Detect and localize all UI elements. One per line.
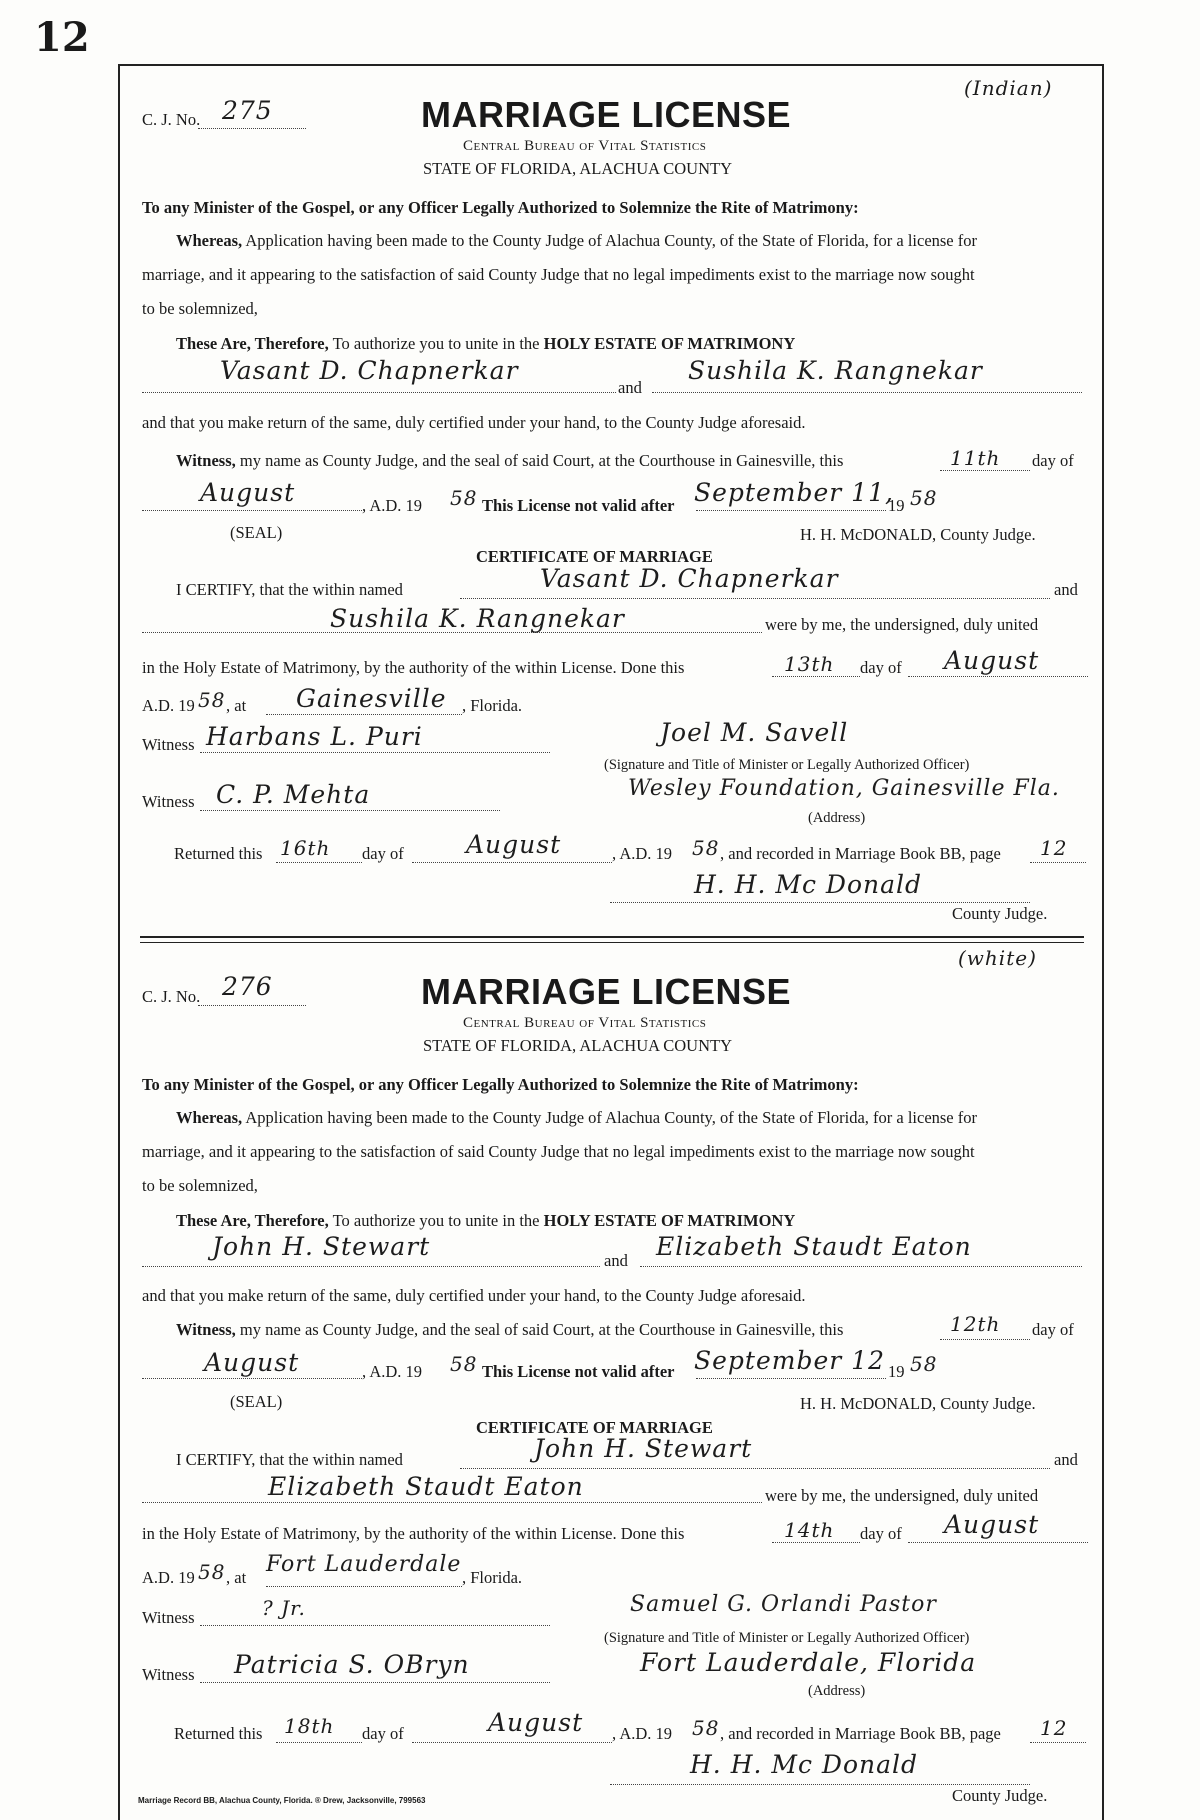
certificate-title: CERTIFICATE OF MARRIAGE bbox=[476, 1418, 713, 1437]
issue-year: 58 bbox=[450, 486, 478, 510]
returned-day-of: day of bbox=[362, 844, 404, 863]
address-line: To any Minister of the Gospel, or any Officer Legally Authorized to Solemnize the Rite of Matrimony: bbox=[142, 198, 859, 217]
state-line: STATE OF FLORIDA, ALACHUA COUNTY bbox=[423, 1036, 732, 1055]
florida-label: , Florida. bbox=[462, 1568, 523, 1587]
address-caption: (Address) bbox=[808, 810, 866, 826]
cert-groom: John H. Stewart bbox=[534, 1434, 753, 1463]
whereas-line-2: marriage, and it appearing to the satisfaction of said County Judge that no legal impediments exist to the marriage now sought bbox=[142, 265, 975, 284]
license-title: MARRIAGE LICENSE bbox=[421, 971, 792, 1012]
officer-caption: (Signature and Title of Minister or Legally Authorized Officer) bbox=[604, 1630, 970, 1646]
returned-year: 58 bbox=[692, 1716, 720, 1740]
cert-groom: Vasant D. Chapnerkar bbox=[540, 564, 839, 593]
expiry-date: September 12 bbox=[694, 1346, 885, 1375]
done-day: 14th bbox=[784, 1518, 835, 1542]
page-number: 12 bbox=[34, 14, 90, 61]
footer-imprint: Marriage Record BB, Alachua County, Florida. ® Drew, Jacksonville, 799563 bbox=[138, 1796, 426, 1805]
county-judge: County Judge. bbox=[952, 904, 1048, 923]
done-month: August bbox=[944, 646, 1040, 675]
not-valid-label: This License not valid after bbox=[482, 496, 675, 515]
whereas-line-3: to be solemnized, bbox=[142, 1176, 258, 1195]
witness2-signature: Patricia S. OBryn bbox=[234, 1650, 470, 1679]
issue-month: August bbox=[200, 478, 296, 507]
ad-label: , A.D. 19 bbox=[362, 496, 423, 515]
witness1-label: Witness bbox=[142, 735, 195, 754]
marriage-place: Gainesville bbox=[296, 684, 447, 713]
officer-address: Wesley Foundation, Gainesville Fla. bbox=[628, 776, 1060, 801]
witness-line: Witness, my name as County Judge, and the seal of said Court, at the Courthouse in Gainesville, this bbox=[176, 1320, 844, 1339]
cj-label: C. J. No. bbox=[142, 110, 201, 129]
section-divider bbox=[140, 936, 1084, 943]
expiry-date: September 11, bbox=[694, 478, 894, 507]
ad-label: , A.D. 19 bbox=[362, 1362, 423, 1381]
officer-caption: (Signature and Title of Minister or Legally Authorized Officer) bbox=[604, 757, 970, 773]
record-page: 12 bbox=[1040, 836, 1068, 860]
returned-day: 18th bbox=[284, 1714, 335, 1738]
and-word: and bbox=[604, 1251, 628, 1270]
done-month: August bbox=[944, 1510, 1040, 1539]
record-page: 12 bbox=[1040, 1716, 1068, 1740]
done-year: 58 bbox=[198, 1560, 226, 1584]
return-line: and that you make return of the same, duly certified under your hand, to the County Judge aforesaid. bbox=[142, 413, 806, 432]
returned-ad: , A.D. 19 bbox=[612, 1724, 673, 1743]
seal-label: (SEAL) bbox=[230, 523, 283, 542]
and-word: and bbox=[618, 378, 642, 397]
cert-bride: Sushila K. Rangnekar bbox=[330, 604, 625, 633]
cert-bride: Elizabeth Staudt Eaton bbox=[268, 1472, 584, 1501]
issue-day: 11th bbox=[950, 446, 1001, 470]
expiry-19: 19 bbox=[888, 496, 905, 515]
witness2-signature: C. P. Mehta bbox=[216, 780, 371, 809]
returned-label: Returned this bbox=[174, 844, 263, 863]
united-label: were by me, the undersigned, duly united bbox=[765, 1486, 1039, 1505]
issue-year: 58 bbox=[450, 1352, 478, 1376]
witness1-label: Witness bbox=[142, 1608, 195, 1627]
whereas-line-1: Whereas, Application having been made to the County Judge of Alachua County, of the State of Florida, for a license for bbox=[176, 1108, 977, 1127]
returned-label: Returned this bbox=[174, 1724, 263, 1743]
expiry-year: 58 bbox=[910, 1352, 938, 1376]
expiry-19: 19 bbox=[888, 1362, 905, 1381]
license-title: MARRIAGE LICENSE bbox=[421, 94, 792, 135]
bride-name: Sushila K. Rangnekar bbox=[688, 356, 983, 385]
judge-signature: H. H. Mc Donald bbox=[690, 1750, 919, 1779]
address-line: To any Minister of the Gospel, or any Officer Legally Authorized to Solemnize the Rite of Matrimony: bbox=[142, 1075, 859, 1094]
day-of: day of bbox=[1032, 451, 1074, 470]
at-label: , at bbox=[226, 696, 247, 715]
cj-label: C. J. No. bbox=[142, 987, 201, 1006]
return-line: and that you make return of the same, duly certified under your hand, to the County Judge aforesaid. bbox=[142, 1286, 806, 1305]
expiry-year: 58 bbox=[910, 486, 938, 510]
issue-day: 12th bbox=[950, 1312, 1001, 1336]
officer-address: Fort Lauderdale, Florida bbox=[640, 1648, 977, 1677]
cj-number: 275 bbox=[222, 96, 273, 125]
cert-and: and bbox=[1054, 580, 1078, 599]
done-day-of: day of bbox=[860, 1524, 902, 1543]
witness-line: Witness, my name as County Judge, and the seal of said Court, at the Courthouse in Gainesville, this bbox=[176, 451, 844, 470]
bureau-line: Central Bureau of Vital Statistics bbox=[463, 1015, 707, 1031]
witness2-label: Witness bbox=[142, 792, 195, 811]
at-label: , at bbox=[226, 1568, 247, 1587]
groom-name: John H. Stewart bbox=[212, 1232, 431, 1261]
judge-name: H. H. McDONALD, County Judge. bbox=[800, 525, 1036, 544]
ad-19: A.D. 19 bbox=[142, 1568, 195, 1587]
cj-number: 276 bbox=[222, 972, 273, 1001]
bureau-line: Central Bureau of Vital Statistics bbox=[463, 138, 707, 154]
witness1-signature: ? Jr. bbox=[262, 1596, 306, 1620]
these-are-line: These Are, Therefore, To authorize you to unite in the HOLY ESTATE OF MATRIMONY bbox=[176, 334, 796, 353]
whereas-line-3: to be solemnized, bbox=[142, 299, 258, 318]
returned-month: August bbox=[466, 830, 562, 859]
county-judge: County Judge. bbox=[952, 1786, 1048, 1805]
certificate-title: CERTIFICATE OF MARRIAGE bbox=[476, 547, 713, 566]
whereas-line-2: marriage, and it appearing to the satisfaction of said County Judge that no legal impediments exist to the marriage now sought bbox=[142, 1142, 975, 1161]
holy-estate-line: in the Holy Estate of Matrimony, by the authority of the within License. Done this bbox=[142, 658, 685, 677]
officer-signature: Samuel G. Orlandi Pastor bbox=[630, 1592, 937, 1617]
judge-signature: H. H. Mc Donald bbox=[694, 870, 923, 899]
cert-and: and bbox=[1054, 1450, 1078, 1469]
certify-label: I CERTIFY, that the within named bbox=[176, 1450, 403, 1469]
done-day: 13th bbox=[784, 652, 835, 676]
day-of: day of bbox=[1032, 1320, 1074, 1339]
whereas-line-1: Whereas, Application having been made to the County Judge of Alachua County, of the State of Florida, for a license for bbox=[176, 231, 977, 250]
issue-month: August bbox=[204, 1348, 300, 1377]
judge-name: H. H. McDONALD, County Judge. bbox=[800, 1394, 1036, 1413]
recorded-text: , and recorded in Marriage Book BB, page bbox=[720, 1724, 1001, 1743]
race-note: (Indian) bbox=[964, 76, 1053, 100]
returned-month: August bbox=[488, 1708, 584, 1737]
groom-name: Vasant D. Chapnerkar bbox=[220, 356, 519, 385]
officer-signature: Joel M. Savell bbox=[660, 718, 849, 747]
recorded-text: , and recorded in Marriage Book BB, page bbox=[720, 844, 1001, 863]
united-label: were by me, the undersigned, duly united bbox=[765, 615, 1039, 634]
returned-year: 58 bbox=[692, 836, 720, 860]
not-valid-label: This License not valid after bbox=[482, 1362, 675, 1381]
done-year: 58 bbox=[198, 688, 226, 712]
florida-label: , Florida. bbox=[462, 696, 523, 715]
ad-19: A.D. 19 bbox=[142, 696, 195, 715]
race-note: (white) bbox=[958, 946, 1037, 970]
returned-day: 16th bbox=[280, 836, 331, 860]
seal-label: (SEAL) bbox=[230, 1392, 283, 1411]
witness2-label: Witness bbox=[142, 1665, 195, 1684]
bride-name: Elizabeth Staudt Eaton bbox=[656, 1232, 972, 1261]
holy-estate-line: in the Holy Estate of Matrimony, by the authority of the within License. Done this bbox=[142, 1524, 685, 1543]
done-day-of: day of bbox=[860, 658, 902, 677]
these-are-line: These Are, Therefore, To authorize you to unite in the HOLY ESTATE OF MATRIMONY bbox=[176, 1211, 796, 1230]
marriage-place: Fort Lauderdale bbox=[266, 1552, 462, 1577]
returned-day-of: day of bbox=[362, 1724, 404, 1743]
returned-ad: , A.D. 19 bbox=[612, 844, 673, 863]
state-line: STATE OF FLORIDA, ALACHUA COUNTY bbox=[423, 159, 732, 178]
certify-label: I CERTIFY, that the within named bbox=[176, 580, 403, 599]
witness1-signature: Harbans L. Puri bbox=[206, 722, 423, 751]
address-caption: (Address) bbox=[808, 1683, 866, 1699]
